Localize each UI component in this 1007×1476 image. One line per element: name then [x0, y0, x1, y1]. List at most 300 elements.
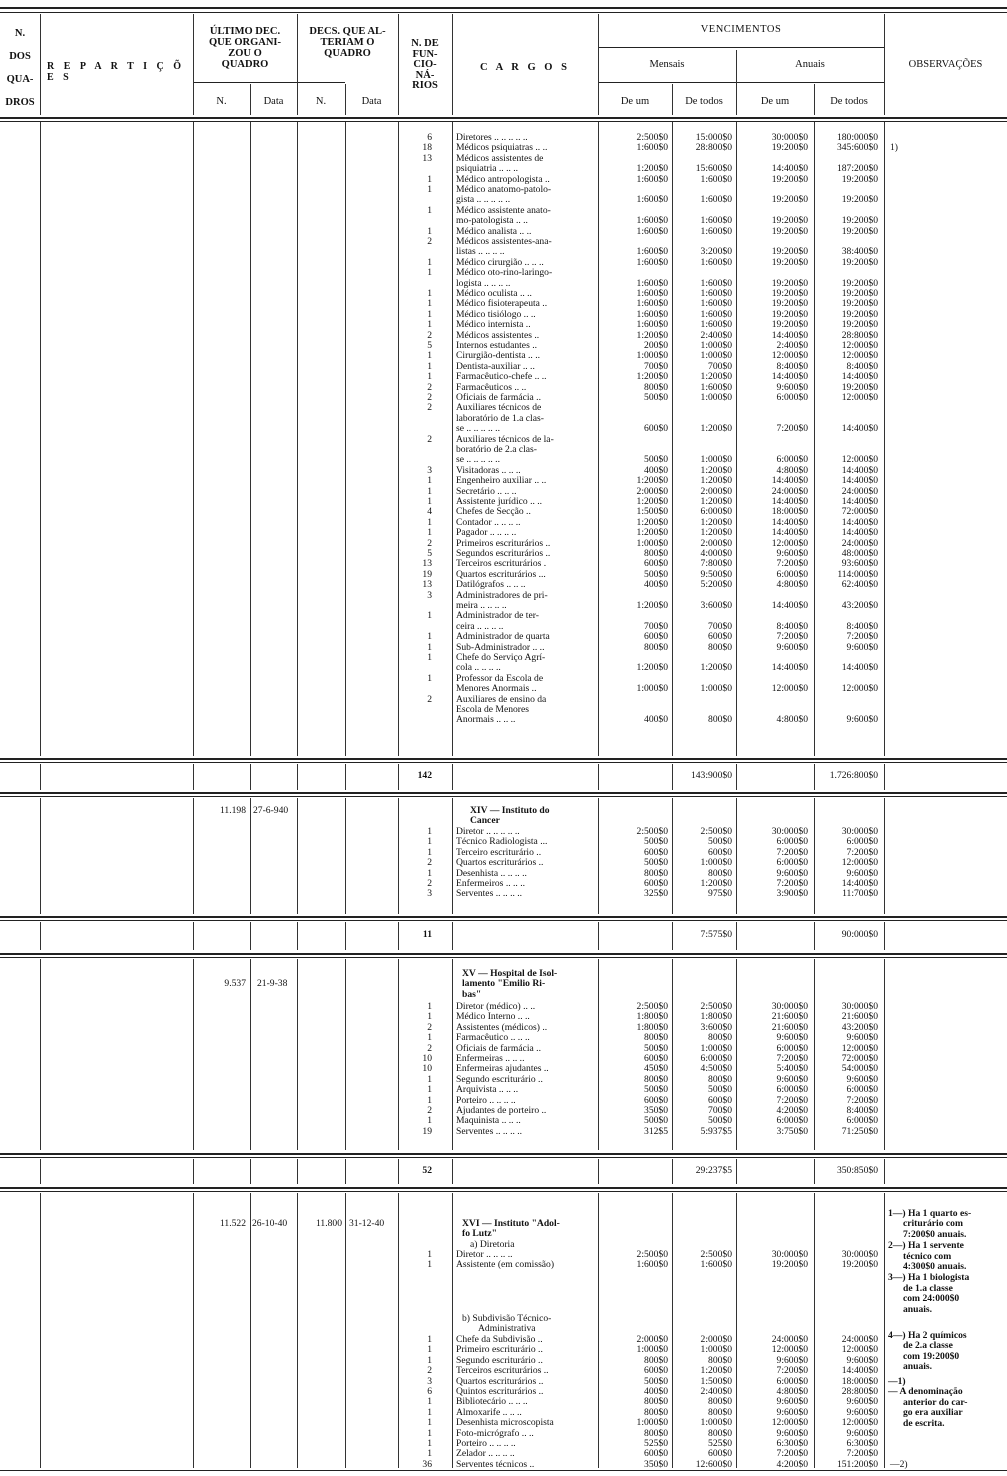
- anual-de-todos: 7:200$0: [846, 1448, 878, 1460]
- mensal-de-um: 800$0: [644, 1354, 668, 1366]
- mensal-de-todos: 525$0: [708, 1438, 732, 1449]
- mensal-de-todos: 12:600$0: [695, 1458, 732, 1470]
- cargo-label: Técnico Radiologista ...: [456, 837, 548, 848]
- cargo-label: cola .. .. .. ..: [456, 663, 501, 674]
- mensal-de-um: 700$0: [644, 360, 668, 372]
- decreto-data: 26-10-40: [252, 1218, 288, 1229]
- anual-de-todos: 9:600$0: [846, 1396, 878, 1408]
- anual-de-um: 12:000$0: [771, 1417, 808, 1429]
- anual-de-um: 14:400$0: [771, 527, 808, 539]
- rule-line: [0, 758, 1007, 760]
- rule-line: [0, 1157, 1007, 1158]
- mensal-de-um: 800$0: [644, 1032, 668, 1044]
- mensal-de-um: 1:600$0: [636, 215, 668, 227]
- column-rule: [250, 798, 251, 914]
- column-rule: [297, 122, 298, 756]
- column-rule: [884, 764, 885, 790]
- rule-line: [598, 47, 884, 48]
- anual-de-todos: 21:600$0: [841, 1011, 878, 1023]
- anual-de-todos: 7:200$0: [846, 846, 878, 858]
- anual-de-todos: 6:000$0: [846, 1115, 878, 1127]
- rule-line: [0, 12, 1007, 13]
- mensal-de-todos: 2:000$0: [700, 537, 732, 549]
- funcionarios-count: 1: [427, 496, 432, 507]
- header-decs-alteram: QUADRO: [324, 48, 371, 59]
- cargo-label: Chefes de Secção ..: [456, 507, 531, 518]
- mensal-de-um: 1:600$0: [636, 308, 668, 320]
- decreto-numero: 11.198: [219, 805, 246, 816]
- mensal-de-um: 600$0: [644, 558, 668, 570]
- observacao-nota: de 2.a classe: [903, 1340, 953, 1352]
- cargo-label: Quartos escriturários ..: [456, 858, 544, 869]
- funcionarios-count: 2: [427, 878, 432, 889]
- cargo-label: Médicos assistentes de: [456, 153, 544, 164]
- cargo-label: Enfermeiras ajudantes ..: [456, 1064, 549, 1075]
- column-rule: [40, 14, 41, 115]
- cargo-label: Farmacêutico-chefe .. ..: [456, 372, 547, 383]
- column-rule: [598, 764, 599, 790]
- mensal-de-todos: 1:200$0: [700, 662, 732, 674]
- mensal-de-todos: 6:000$0: [700, 1053, 732, 1064]
- mensal-de-um: 800$0: [644, 548, 668, 559]
- anual-de-todos: 9:600$0: [846, 1073, 878, 1085]
- mensal-de-um: 1:600$0: [636, 288, 668, 299]
- cargo-label: Enfermeiros .. .. ..: [456, 879, 526, 889]
- anual-de-todos: 19:200$0: [841, 215, 878, 227]
- funcionarios-count: 10: [422, 1063, 432, 1075]
- mensal-de-todos: 800$0: [708, 641, 732, 653]
- mensal-de-um: 600$0: [644, 1365, 668, 1377]
- cargo-label: Farmacêuticos .. ..: [456, 382, 527, 393]
- anual-de-todos: 24:000$0: [841, 1334, 878, 1345]
- funcionarios-count: 19: [422, 568, 432, 580]
- mensal-de-um: 1:000$0: [636, 1344, 668, 1356]
- cargo-label: boratório de 2.a clas-: [456, 445, 537, 455]
- header-num-quadros: N.: [14, 28, 26, 39]
- funcionarios-count: 1: [427, 204, 432, 216]
- mensal-de-um: 2:000$0: [636, 1334, 668, 1345]
- cargo-label: Diretor .. .. .. .. ..: [456, 827, 520, 837]
- anual-de-um: 19:200$0: [771, 246, 808, 258]
- funcionarios-count: 13: [422, 579, 432, 591]
- section-title: lamento "Emilio Ri-: [462, 978, 546, 990]
- mensal-de-um: 600$0: [644, 878, 668, 889]
- column-rule: [345, 922, 346, 950]
- anual-de-um: 7:200$0: [776, 558, 808, 570]
- funcionarios-count: 2: [427, 402, 432, 414]
- cargo-label: Engenheiro auxiliar .. ..: [456, 476, 547, 487]
- decreto-numero: 9.537: [224, 978, 246, 989]
- anual-de-um: 14:400$0: [771, 329, 808, 341]
- mensal-de-um: 350$0: [644, 1105, 668, 1116]
- total-anual: 90:000$0: [841, 929, 878, 940]
- funcionarios-count: 1: [427, 173, 432, 185]
- anual-de-um: 12:000$0: [771, 1344, 808, 1356]
- column-rule: [452, 122, 453, 756]
- observacao-nota: com 24:000$0: [903, 1293, 960, 1305]
- mensal-de-todos: 800$0: [708, 1073, 732, 1085]
- decreto-alteracao-data: 31-12-40: [349, 1218, 385, 1229]
- rule-line: [0, 121, 1007, 122]
- anual-de-um: 4:200$0: [776, 1458, 808, 1470]
- funcionarios-count: 1: [427, 1334, 432, 1345]
- mensal-de-todos: 1:600$0: [700, 215, 732, 227]
- anual-de-todos: 14:400$0: [841, 516, 878, 528]
- cargo-label: Enfermeiras .. .. ..: [456, 1054, 525, 1064]
- cargo-label: laboratório de 1.a clas-: [456, 413, 544, 424]
- cargo-label: Secretário .. .. ..: [456, 486, 517, 497]
- observacao-nota: criturário com: [903, 1218, 963, 1230]
- funcionarios-count: 3: [427, 464, 432, 476]
- anual-de-todos: 30:000$0: [841, 826, 878, 837]
- rule-line: [0, 920, 1007, 921]
- column-rule: [40, 1193, 41, 1468]
- anual-de-todos: 30:000$0: [841, 1249, 878, 1260]
- column-rule: [297, 959, 298, 1150]
- mensal-de-um: 1:000$0: [636, 537, 668, 549]
- column-rule: [452, 764, 453, 790]
- cargo-label: Menores Anormais ..: [456, 684, 537, 695]
- anual-de-um: 6:000$0: [776, 1042, 808, 1054]
- mensal-de-todos: 1:000$0: [700, 340, 732, 351]
- observacao-nota: 1—) Ha 1 quarto es-: [888, 1208, 972, 1219]
- mensal-de-todos: 1:000$0: [700, 1042, 732, 1054]
- funcionarios-count: 3: [427, 589, 432, 601]
- mensal-de-todos: 3:600$0: [700, 600, 732, 611]
- header-de-todos: De todos: [685, 96, 723, 107]
- mensal-de-um: 600$0: [644, 1448, 668, 1460]
- header-data: Data: [361, 96, 382, 107]
- mensal-de-todos: 1:600$0: [700, 308, 732, 320]
- funcionarios-count: 2: [427, 392, 432, 403]
- total-mensal: 143:900$0: [690, 770, 732, 781]
- mensal-de-todos: 1:600$0: [700, 277, 732, 289]
- cargo-label: Terceiros escriturários ..: [456, 1366, 549, 1377]
- anual-de-um: 30:000$0: [771, 132, 808, 143]
- anual-de-um: 3:750$0: [776, 1125, 808, 1137]
- funcionarios-count: 1: [427, 1438, 432, 1449]
- rule-line: [0, 916, 1007, 918]
- mensal-de-um: 1:600$0: [636, 142, 668, 154]
- mensal-de-um: 1:000$0: [636, 1417, 668, 1429]
- funcionarios-count: 2: [427, 1042, 432, 1054]
- anual-de-todos: 8:400$0: [846, 1105, 878, 1116]
- cargo-label: Médicos assistentes ..: [456, 330, 540, 341]
- funcionarios-count: 2: [427, 1021, 432, 1033]
- mensal-de-todos: 7:800$0: [700, 558, 732, 570]
- column-rule: [40, 798, 41, 914]
- observacao-denominacao: —1): [888, 1376, 906, 1387]
- anual-de-todos: 12:000$0: [841, 683, 878, 695]
- funcionarios-count: 5: [427, 340, 432, 351]
- mensal-de-todos: 5:200$0: [700, 579, 732, 591]
- mensal-de-todos: 1:600$0: [700, 319, 732, 331]
- cargo-label: Auxiliares técnicos de: [456, 403, 542, 414]
- mensal-de-todos: 1:000$0: [700, 454, 732, 466]
- cargo-label: Administradores de pri-: [456, 590, 548, 601]
- mensal-de-um: 1:200$0: [636, 527, 668, 539]
- mensal-de-todos: 1:600$0: [700, 194, 732, 206]
- anual-de-um: 8:400$0: [776, 620, 808, 632]
- rule-line: [0, 957, 1007, 958]
- mensal-de-todos: 1:000$0: [700, 392, 732, 403]
- funcionarios-count: 1: [427, 516, 432, 528]
- cargo-label: Chefe do Serviço Agrí-: [456, 653, 546, 663]
- anual-de-um: 6:000$0: [776, 454, 808, 466]
- total-funcionarios: 52: [422, 1165, 432, 1176]
- column-rule: [884, 922, 885, 950]
- mensal-de-todos: 2:000$0: [700, 1334, 732, 1345]
- column-rule: [297, 1159, 298, 1184]
- anual-de-todos: 12:000$0: [841, 1417, 878, 1429]
- total-anual: 350:850$0: [836, 1165, 878, 1176]
- total-funcionarios: 142: [417, 770, 432, 781]
- anual-de-todos: 345:600$0: [836, 142, 878, 154]
- anual-de-todos: 62:400$0: [841, 579, 878, 591]
- mensal-de-todos: 6:000$0: [700, 506, 732, 518]
- cargo-label: Primeiros escriturários ..: [456, 538, 551, 549]
- column-rule: [345, 959, 346, 1150]
- header-num-quadros: QUA-: [6, 74, 34, 85]
- mensal-de-todos: 1:600$0: [700, 381, 732, 393]
- anual-de-um: 7:200$0: [776, 1053, 808, 1064]
- mensal-de-um: 500$0: [644, 1115, 668, 1127]
- funcionarios-count: 4: [427, 506, 432, 518]
- mensal-de-um: 600$0: [644, 423, 668, 435]
- header-reparticoes: R E P A R T I Ç Õ E S: [47, 61, 185, 83]
- cargo-label: Quartos escriturários ..: [456, 1376, 544, 1387]
- mensal-de-todos: 1:600$0: [700, 256, 732, 268]
- anual-de-um: 19:200$0: [771, 308, 808, 320]
- cargo-label: Maquinista .. .. ..: [456, 1116, 521, 1127]
- funcionarios-count: 1: [427, 1354, 432, 1366]
- mensal-de-todos: 800$0: [708, 867, 732, 879]
- column-rule: [884, 959, 885, 1150]
- mensal-de-um: 1:200$0: [636, 371, 668, 383]
- observacao-ref: —2): [890, 1458, 908, 1470]
- mensal-de-todos: 1:000$0: [700, 683, 732, 695]
- anual-de-um: 2:400$0: [776, 340, 808, 351]
- mensal-de-um: 1:000$0: [636, 683, 668, 695]
- cargo-label: Bibliotecário .. .. ..: [456, 1397, 528, 1408]
- anual-de-um: 7:200$0: [776, 846, 808, 858]
- anual-de-todos: 19:200$0: [841, 381, 878, 393]
- cargo-label: Visitadoras .. .. ..: [456, 465, 521, 476]
- mensal-de-todos: 3:600$0: [700, 1021, 732, 1033]
- mensal-de-um: 1:200$0: [636, 163, 668, 175]
- mensal-de-todos: 975$0: [708, 888, 732, 900]
- rule-line: [0, 1191, 1007, 1192]
- anual-de-um: 4:800$0: [776, 714, 808, 726]
- mensal-de-um: 350$0: [644, 1458, 668, 1470]
- anual-de-um: 6:000$0: [776, 857, 808, 869]
- anual-de-um: 14:400$0: [771, 475, 808, 487]
- cargo-label: mo-patologista .. ..: [456, 216, 528, 227]
- funcionarios-count: 3: [427, 1375, 432, 1387]
- column-rule: [452, 922, 453, 950]
- observacao-denominacao: — A denominação: [888, 1386, 963, 1398]
- anual-de-todos: 12:000$0: [841, 857, 878, 869]
- anual-de-um: 19:200$0: [771, 298, 808, 310]
- anual-de-um: 7:200$0: [776, 631, 808, 643]
- column-rule: [250, 1159, 251, 1184]
- header-num-funcionarios: NÁ-: [415, 69, 435, 81]
- funcionarios-count: 1: [427, 1094, 432, 1106]
- total-mensal: 7:575$0: [700, 929, 732, 940]
- cargo-label: Internos estudantes ..: [456, 341, 537, 351]
- funcionarios-count: 1: [427, 267, 432, 279]
- rule-line: [0, 1470, 1007, 1471]
- mensal-de-todos: 1:000$0: [700, 350, 732, 362]
- anual-de-um: 7:200$0: [776, 423, 808, 435]
- mensal-de-um: 1:000$0: [636, 350, 668, 362]
- anual-de-todos: 19:200$0: [841, 194, 878, 206]
- anual-de-todos: 19:200$0: [841, 298, 878, 310]
- header-ultimo-dec: QUE ORGANI-: [208, 37, 282, 48]
- anual-de-todos: 72:000$0: [841, 506, 878, 518]
- funcionarios-count: 18: [422, 142, 432, 154]
- anual-de-um: 7:200$0: [776, 1365, 808, 1377]
- anual-de-um: 6:300$0: [776, 1438, 808, 1449]
- total-anual: 1.726:800$0: [829, 770, 878, 781]
- anual-de-todos: 24:000$0: [841, 485, 878, 497]
- funcionarios-count: 1: [427, 350, 432, 362]
- funcionarios-count: 1: [427, 631, 432, 643]
- mensal-de-todos: 700$0: [708, 1105, 732, 1116]
- anual-de-um: 9:600$0: [776, 1427, 808, 1439]
- anual-de-um: 12:000$0: [771, 537, 808, 549]
- column-rule: [736, 764, 737, 790]
- anual-de-todos: 14:400$0: [841, 423, 878, 435]
- anual-de-um: 6:000$0: [776, 568, 808, 580]
- decreto-alteracao-numero: 11.800: [315, 1218, 342, 1229]
- cargo-label: Almoxarife .. .. ..: [456, 1407, 522, 1418]
- funcionarios-count: 1: [427, 319, 432, 331]
- mensal-de-um: 1:600$0: [636, 319, 668, 331]
- mensal-de-um: 1:200$0: [636, 516, 668, 528]
- mensal-de-todos: 1:000$0: [700, 1344, 732, 1356]
- cargo-label: Arquivista .. .. ..: [456, 1085, 519, 1096]
- anual-de-todos: 187:200$0: [836, 163, 878, 175]
- funcionarios-count: 2: [427, 433, 432, 445]
- mensal-de-todos: 1:200$0: [700, 527, 732, 539]
- mensal-de-um: 600$0: [644, 631, 668, 643]
- column-rule: [345, 1159, 346, 1184]
- anual-de-todos: 48:000$0: [841, 548, 878, 559]
- anual-de-um: 19:200$0: [771, 1259, 808, 1271]
- section-title: fo Lutz": [462, 1228, 497, 1240]
- mensal-de-todos: 800$0: [708, 714, 732, 726]
- column-rule: [40, 122, 41, 756]
- mensal-de-um: 500$0: [644, 836, 668, 848]
- anual-de-todos: 28:800$0: [841, 1386, 878, 1397]
- mensal-de-um: 500$0: [644, 454, 668, 466]
- mensal-de-todos: 800$0: [708, 1427, 732, 1439]
- mensal-de-todos: 800$0: [708, 1354, 732, 1366]
- observacao-nota: anuais.: [903, 1361, 933, 1373]
- mensal-de-um: 2:500$0: [636, 132, 668, 143]
- anual-de-um: 3:900$0: [776, 888, 808, 900]
- column-rule: [297, 922, 298, 950]
- mensal-de-um: 700$0: [644, 620, 668, 632]
- funcionarios-count: 36: [422, 1458, 432, 1470]
- funcionarios-count: 1: [427, 308, 432, 320]
- mensal-de-um: 500$0: [644, 1042, 668, 1054]
- mensal-de-um: 600$0: [644, 1053, 668, 1064]
- anual-de-todos: 14:400$0: [841, 496, 878, 507]
- funcionarios-count: 1: [427, 826, 432, 837]
- observacao-denominacao: de escrita.: [903, 1417, 945, 1429]
- mensal-de-um: 500$0: [644, 857, 668, 869]
- rule-line: [0, 1153, 1007, 1155]
- mensal-de-um: 450$0: [644, 1063, 668, 1075]
- funcionarios-count: 1: [427, 1406, 432, 1418]
- mensal-de-um: 1:600$0: [636, 225, 668, 237]
- cargo-label: Oficiais de farmácia ..: [456, 393, 541, 403]
- mensal-de-um: 800$0: [644, 1406, 668, 1418]
- header-de-um: De um: [760, 96, 790, 107]
- mensal-de-um: 1:600$0: [636, 1259, 668, 1271]
- funcionarios-count: 2: [427, 381, 432, 393]
- funcionarios-count: 2: [427, 236, 432, 247]
- column-rule: [884, 122, 885, 756]
- cargo-label: Diretor .. .. .. ..: [456, 1250, 513, 1260]
- mensal-de-todos: 1:200$0: [700, 878, 732, 889]
- section-title: XIV — Instituto do: [470, 805, 550, 816]
- anual-de-um: 6:000$0: [776, 836, 808, 848]
- column-rule: [884, 1159, 885, 1184]
- column-rule: [40, 764, 41, 790]
- anual-de-um: 30:000$0: [771, 826, 808, 837]
- anual-de-todos: 9:600$0: [846, 1032, 878, 1044]
- cargo-label: Datilógrafos .. .. ..: [456, 580, 526, 591]
- mensal-de-um: 1:600$0: [636, 298, 668, 310]
- header-ultimo-dec: ÚLTIMO DEC.: [209, 26, 281, 37]
- cargo-label: Médico cirurgião .. .. ..: [456, 257, 544, 268]
- funcionarios-count: 1: [427, 846, 432, 858]
- mensal-de-todos: 600$0: [708, 1094, 732, 1106]
- header-num-quadros: DROS: [5, 97, 35, 108]
- mensal-de-um: 1:200$0: [636, 329, 668, 341]
- observacao-nota: técnico com: [903, 1250, 952, 1262]
- anual-de-um: 4:800$0: [776, 464, 808, 476]
- cargo-label: Médico fisioterapeuta ..: [456, 299, 548, 310]
- section-title: bas": [462, 988, 482, 1000]
- observacao-nota: 4:300$0 anuais.: [903, 1261, 967, 1272]
- observacao-denominacao: go era auxiliar: [903, 1407, 963, 1419]
- funcionarios-count: 2: [427, 1105, 432, 1116]
- cargo-label: Ajudantes de porteiro ..: [456, 1106, 547, 1116]
- mensal-de-todos: 700$0: [708, 620, 732, 632]
- cargo-label: se .. .. .. .. ..: [456, 424, 500, 435]
- column-rule: [452, 1159, 453, 1184]
- mensal-de-um: 400$0: [644, 464, 668, 476]
- column-rule: [452, 1193, 453, 1468]
- column-rule: [193, 764, 194, 790]
- anual-de-um: 24:000$0: [771, 1334, 808, 1345]
- funcionarios-count: 13: [422, 558, 432, 570]
- mensal-de-todos: 1:800$0: [700, 1011, 732, 1023]
- cargo-label: Zelador .. .. .. ..: [456, 1449, 515, 1460]
- anual-de-todos: 24:000$0: [841, 537, 878, 549]
- anual-de-um: 4:800$0: [776, 1386, 808, 1397]
- funcionarios-count: 2: [427, 857, 432, 869]
- mensal-de-todos: 2:500$0: [700, 826, 732, 837]
- anual-de-todos: 43:200$0: [841, 600, 878, 611]
- column-rule: [345, 764, 346, 790]
- anual-de-um: 5:400$0: [776, 1063, 808, 1075]
- anual-de-todos: 14:400$0: [841, 662, 878, 674]
